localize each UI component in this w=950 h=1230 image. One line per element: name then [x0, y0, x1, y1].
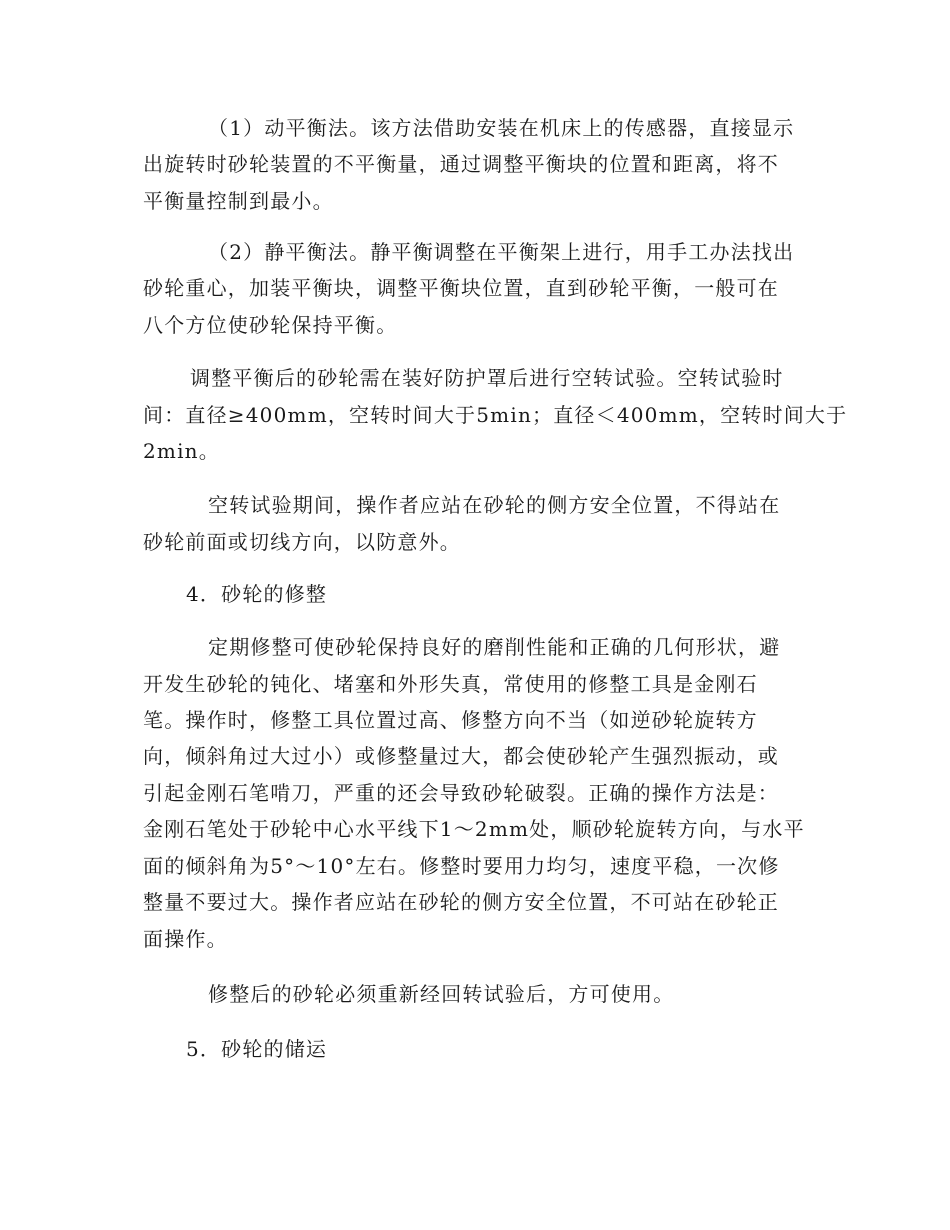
- paragraph-line: 间：直径≥400mm，空转时间大于5min；直径＜400mm，空转时间大于: [143, 403, 848, 427]
- paragraph-line: 整量不要过大。操作者应站在砂轮的侧方安全位置，不可站在砂轮正: [143, 890, 779, 914]
- section-heading: 4．砂轮的修整: [186, 582, 328, 606]
- paragraph-line: 出旋转时砂轮装置的不平衡量，通过调整平衡块的位置和距离，将不: [143, 152, 779, 176]
- paragraph-line: （1）动平衡法。该方法借助安装在机床上的传感器，直接显示: [208, 116, 795, 140]
- paragraph-line: 修整后的砂轮必须重新经回转试验后，方可使用。: [208, 982, 675, 1006]
- paragraph-line: 笔。操作时，修整工具位置过高、修整方向不当（如逆砂轮旋转方: [143, 708, 758, 732]
- paragraph-line: 向，倾斜角过大过小）或修整量过大，都会使砂轮产生强烈振动，或: [143, 744, 779, 768]
- paragraph-line: 空转试验期间，操作者应站在砂轮的侧方安全位置，不得站在: [208, 493, 781, 517]
- paragraph-line: 开发生砂轮的钝化、堵塞和外形失真，常使用的修整工具是金刚石: [143, 672, 758, 696]
- paragraph-line: 调整平衡后的砂轮需在装好防护罩后进行空转试验。空转试验时: [190, 366, 784, 390]
- paragraph-line: 砂轮前面或切线方向，以防意外。: [143, 530, 461, 554]
- paragraph-line: 面的倾斜角为5°～10°左右。修整时要用力均匀，速度平稳，一次修: [143, 854, 780, 878]
- section-heading: 5．砂轮的储运: [186, 1037, 328, 1061]
- paragraph-line: 金刚石笔处于砂轮中心水平线下1～2mm处，顺砂轮旋转方向，与水平: [143, 817, 805, 841]
- paragraph-line: （2）静平衡法。静平衡调整在平衡架上进行，用手工办法找出: [208, 240, 795, 264]
- paragraph-line: 平衡量控制到最小。: [143, 189, 334, 213]
- paragraph-line: 八个方位使砂轮保持平衡。: [143, 313, 398, 337]
- paragraph-line: 引起金刚石笔啃刀，严重的还会导致砂轮破裂。正确的操作方法是：: [143, 781, 779, 805]
- paragraph-line: 面操作。: [143, 927, 228, 951]
- paragraph-line: 砂轮重心，加装平衡块，调整平衡块位置，直到砂轮平衡，一般可在: [143, 276, 779, 300]
- paragraph-line: 定期修整可使砂轮保持良好的磨削性能和正确的几何形状，避: [208, 635, 781, 659]
- paragraph-line: 2min。: [143, 439, 220, 463]
